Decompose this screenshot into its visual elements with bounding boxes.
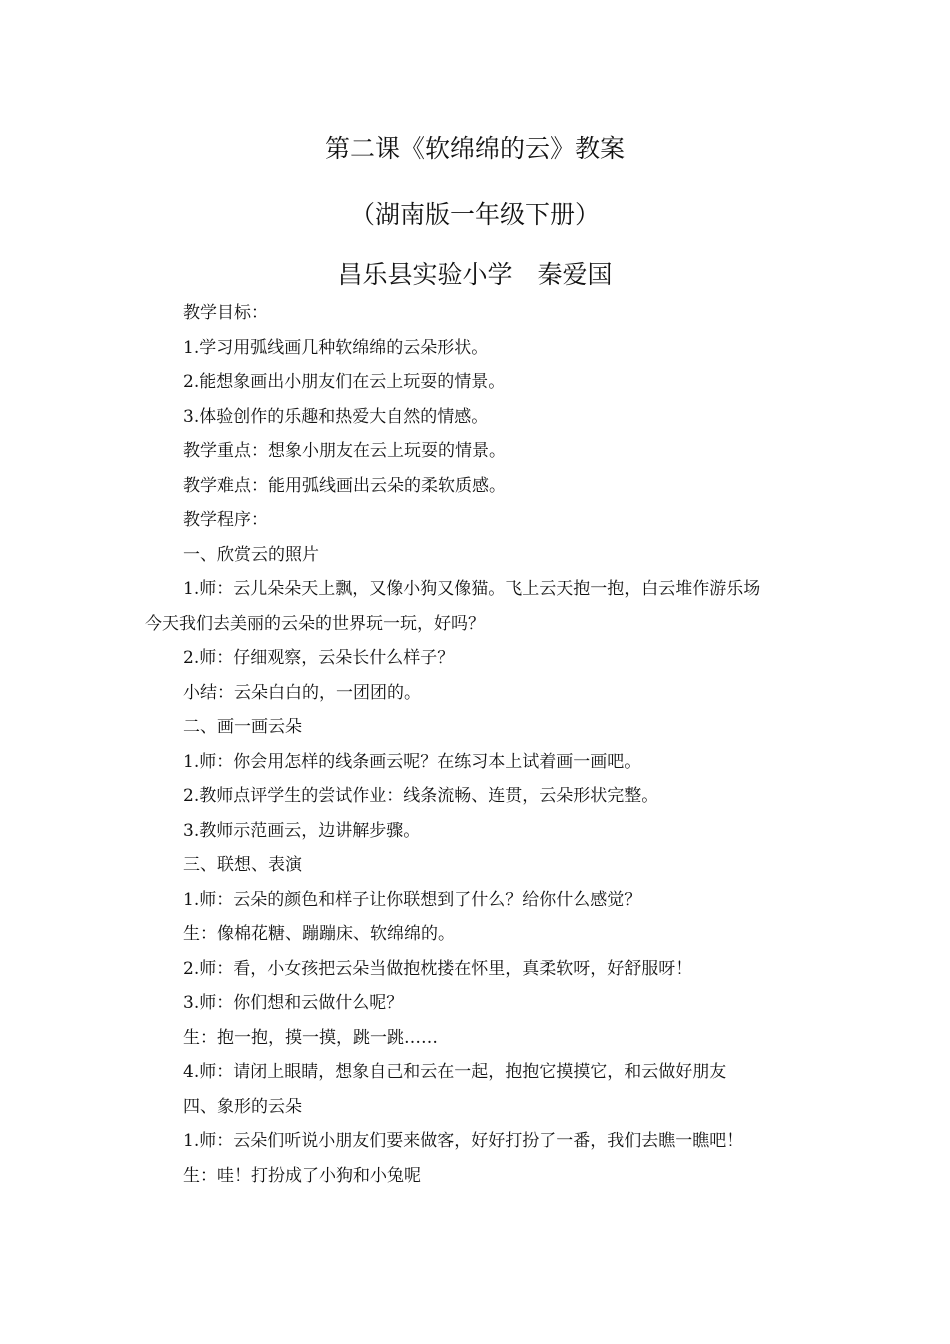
document-title: 第二课《软绵绵的云》教案 [324, 134, 625, 163]
text-line: 四、象形的云朵 [183, 1096, 302, 1117]
text-line: 生：哇！打扮成了小狗和小兔呢 [183, 1165, 421, 1186]
text-line: 教学难点：能用弧线画出云朵的柔软质感。 [183, 475, 506, 496]
text-line: 4.师：请闭上眼睛，想象自己和云在一起，抱抱它摸摸它，和云做好朋友 [183, 1062, 727, 1082]
text-line: 1.师：云朵的颜色和样子让你联想到了什么？给你什么感觉？ [183, 889, 642, 910]
text-line: 3.教师示范画云，边讲解步骤。 [183, 820, 421, 841]
text-line: 1.学习用弧线画几种软绵绵的云朵形状。 [183, 337, 489, 358]
text-line: 生：像棉花糖、蹦蹦床、软绵绵的。 [183, 924, 455, 944]
document-body [145, 296, 825, 1193]
text-line: 1.师：云儿朵朵天上飘，又像小狗又像猫。飞上云天抱一抱，白云堆作游乐场 [183, 579, 761, 599]
text-line: 二、画一画云朵 [183, 717, 302, 737]
text-line: 一、欣赏云的照片 [183, 544, 319, 565]
text-line: 生：抱一抱，摸一摸，跳一跳…… [183, 1027, 438, 1048]
text-line: 2.师：看，小女孩把云朵当做抱枕搂在怀里，真柔软呀，好舒服呀！ [183, 958, 693, 979]
text-line: 教学重点：想象小朋友在云上玩耍的情景。 [183, 441, 506, 461]
text-line: 1.师：你会用怎样的线条画云呢？在练习本上试着画一画吧。 [183, 751, 642, 772]
text-line: 3.体验创作的乐趣和热爱大自然的情感。 [183, 406, 489, 427]
text-line: 教学程序： [183, 510, 268, 530]
text-line: 2.能想象画出小朋友们在云上玩耍的情景。 [183, 372, 506, 392]
text-line: 2.师：仔细观察，云朵长什么样子？ [183, 648, 455, 668]
text-line: 三、联想、表演 [183, 855, 302, 875]
text-line: 3.师：你们想和云做什么呢？ [183, 993, 404, 1013]
text-line: 1.师：云朵们听说小朋友们要来做客，好好打扮了一番，我们去瞧一瞧吧！ [183, 1131, 744, 1151]
document-subtitle: （湖南版一年级下册） [349, 200, 600, 229]
document-author: 昌乐县实验小学 秦爱国 [337, 260, 613, 289]
text-line: 教学目标： [183, 303, 268, 323]
text-line: 2.教师点评学生的尝试作业：线条流畅、连贯，云朵形状完整。 [183, 786, 659, 806]
text-line: 今天我们去美丽的云朵的世界玩一玩，好吗？ [145, 613, 485, 634]
text-line: 小结：云朵白白的，一团团的。 [183, 682, 421, 703]
